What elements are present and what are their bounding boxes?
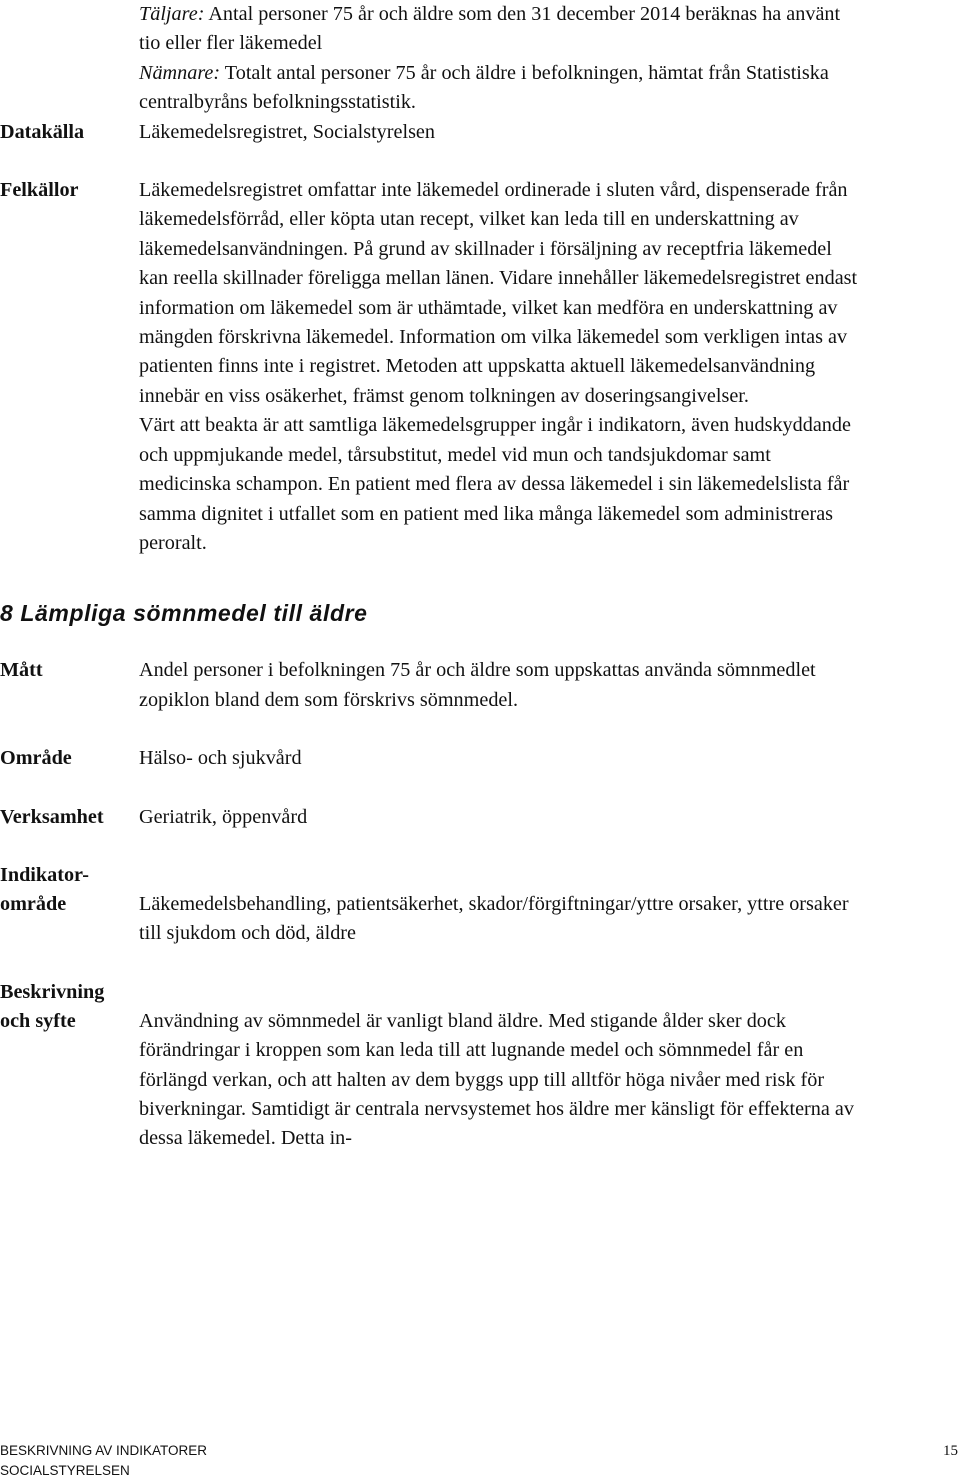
value-omrade: Hälso- och sjukvård <box>139 747 302 770</box>
label-matt: Mått <box>0 659 43 682</box>
row-felkallor <box>0 176 960 558</box>
page-number: 15 <box>943 1443 958 1459</box>
row-matt <box>0 656 960 715</box>
label-felkallor: Felkällor <box>0 179 79 202</box>
value-beskrivning: Användning av sömnmedel är vanligt bland äldre. Med stigande ålder sker dock förändringar i kroppen som kan leda till att lugnande medel och sömnmedel får en förlängd verkan, och att halten av dem byggs upp till alltför höga nivåer med risk för biverkningar. Samtidigt är centrala nervsystemet hos äldre mer känsligt för effekterna av dessa läkemedel. Detta in- <box>139 1009 854 1150</box>
row-datakalla <box>0 118 960 147</box>
value-felkallor <box>139 176 859 558</box>
page-footer <box>0 1441 960 1481</box>
label-indikatoromrade: Indikator-område <box>0 863 89 916</box>
denominator-label: Nämnare: <box>139 61 221 84</box>
label-datakalla: Datakälla <box>0 120 85 143</box>
label-beskrivning: Beskrivning och syfte <box>0 980 105 1033</box>
numerator-text: Antal personer 75 år och äldre som den 31 december 2014 beräknas ha använt tio eller fler läkemedel <box>139 3 841 55</box>
row-verksamhet <box>0 803 960 832</box>
value-matt: Andel personer i befolkningen 75 år och äldre som uppskattas använda sömnmedlet zopiklon bland dem som förskrivs sömnmedel. <box>139 659 816 711</box>
indicator-definition <box>139 0 859 118</box>
denominator-text: Totalt antal personer 75 år och äldre i befolkningen, hämtat från Statistiska centralbyråns befolkningsstatistik. <box>139 61 829 114</box>
value-datakalla: Läkemedelsregistret, Socialstyrelsen <box>139 120 435 143</box>
value-indikatoromrade: Läkemedelsbehandling, patientsäkerhet, skador/förgiftningar/yttre orsaker, yttre orsaker till sjukdom och död, äldre <box>139 892 849 945</box>
label-omrade: Område <box>0 747 72 770</box>
row-indikatoromrade <box>0 861 960 949</box>
felkallor-paragraph-2: Värt att beakta är att samtliga läkemedelsgrupper ingår i indikatorn, även hudskyddande och uppmjukande medel, tårsubstitut, medel vid mun och tandsjukdomar samt medicinska schampon. En patient med flera av dessa läkemedel i sin läkemedelslista får samma dignitet i utfallet som en patient med lika många läkemedel som administreras peroralt. <box>139 414 851 554</box>
value-verksamhet: Geriatrik, öppenvård <box>139 805 308 828</box>
footer-document-title: BESKRIVNING AV INDIKATORER <box>0 1443 208 1458</box>
row-beskrivning <box>0 978 960 1154</box>
section-heading: 8 Lämpliga sömnmedel till äldre <box>0 600 368 627</box>
section-heading-wrap <box>0 598 960 628</box>
felkallor-paragraph-1: Läkemedelsregistret omfattar inte läkemedel ordinerade i sluten vård, dispenserade från läkemedelsförråd, eller köpta utan recept, vilket kan leda till en underskattning av läkemedelsanvändningen. På grund av skillnader i försäljning av receptfria läkemedel kan reella skillnader föreligga mellan länen. Vidare innehåller läkemedelsregistret endast information om läkemedel som är uthämtade, vilket kan medföra en underskattning av mängden förskrivna läkemedel. Information om vilka läkemedel som verkligen intas av patienten finns inte i registret. Metoden att uppskatta aktuell läkemedelsanvändning innebär en viss osäkerhet, främst genom tolkningen av doseringsangivelser. <box>139 179 858 407</box>
numerator-label: Täljare: <box>139 3 205 25</box>
footer-publisher: SOCIALSTYRELSEN <box>0 1463 130 1478</box>
row-omrade <box>0 744 960 773</box>
label-verksamhet: Verksamhet <box>0 805 104 828</box>
